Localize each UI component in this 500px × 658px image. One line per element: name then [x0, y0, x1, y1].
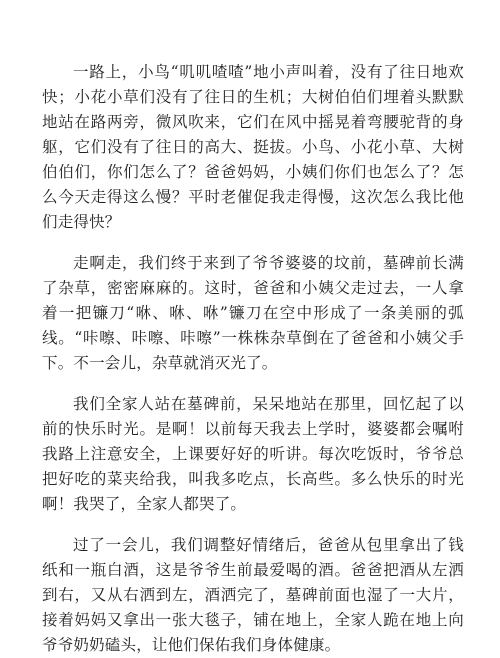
- paragraph-2: 走啊走，我们终于来到了爷爷婆婆的坟前，墓碑前长满了杂草，密密麻麻的。这时，爸爸和小姨父走过去，一人拿着一把镰刀“咻、咻、咻”镰刀在空中形成了一条美丽的弧线。“咔嚓、咔嚓、咔嚓”一株株杂草倒在了爸爸和小姨父手下。不一会儿，杂草就消灭光了。: [42, 254, 464, 372]
- paragraph-1: 一路上，小鸟“叽叽喳喳”地小声叫着，没有了往日地欢快；小花小草们没有了往日的生机；大树伯伯们埋着头默默地站在路两旁，微风吹来，它们在风中摇晃着弯腰驼背的身躯，它们没有了往日的高大、挺拔。小鸟、小花小草、大树伯伯们，你们怎么了？爸爸妈妈，小姨们你们也怎么了？怎么今天走得这么慢？平时老催促我走得慢，这次怎么我比他们走得快？: [42, 63, 464, 231]
- paragraph-3: 我们全家人站在墓碑前，呆呆地站在那里，回忆起了以前的快乐时光。是啊！以前每天我去上学时，婆婆都会嘱咐我路上注意安全，上课要好好的听讲。每次吃饭时，爷爷总把好吃的菜夹给我，叫我多吃点，长高些。多么快乐的时光啊！我哭了，全家人都哭了。: [42, 395, 464, 513]
- paragraph-4: 过了一会儿，我们调整好情绪后，爸爸从包里拿出了钱纸和一瓶白酒，这是爷爷生前最爱喝的酒。爸爸把酒从左洒到右，又从右洒到左，酒洒完了，墓碑前面也湿了一大片，接着妈妈又拿出一张大毯子，铺在地上，全家人跪在地上向爷爷奶奶磕头，让他们保佑我们身体健康。: [42, 536, 464, 654]
